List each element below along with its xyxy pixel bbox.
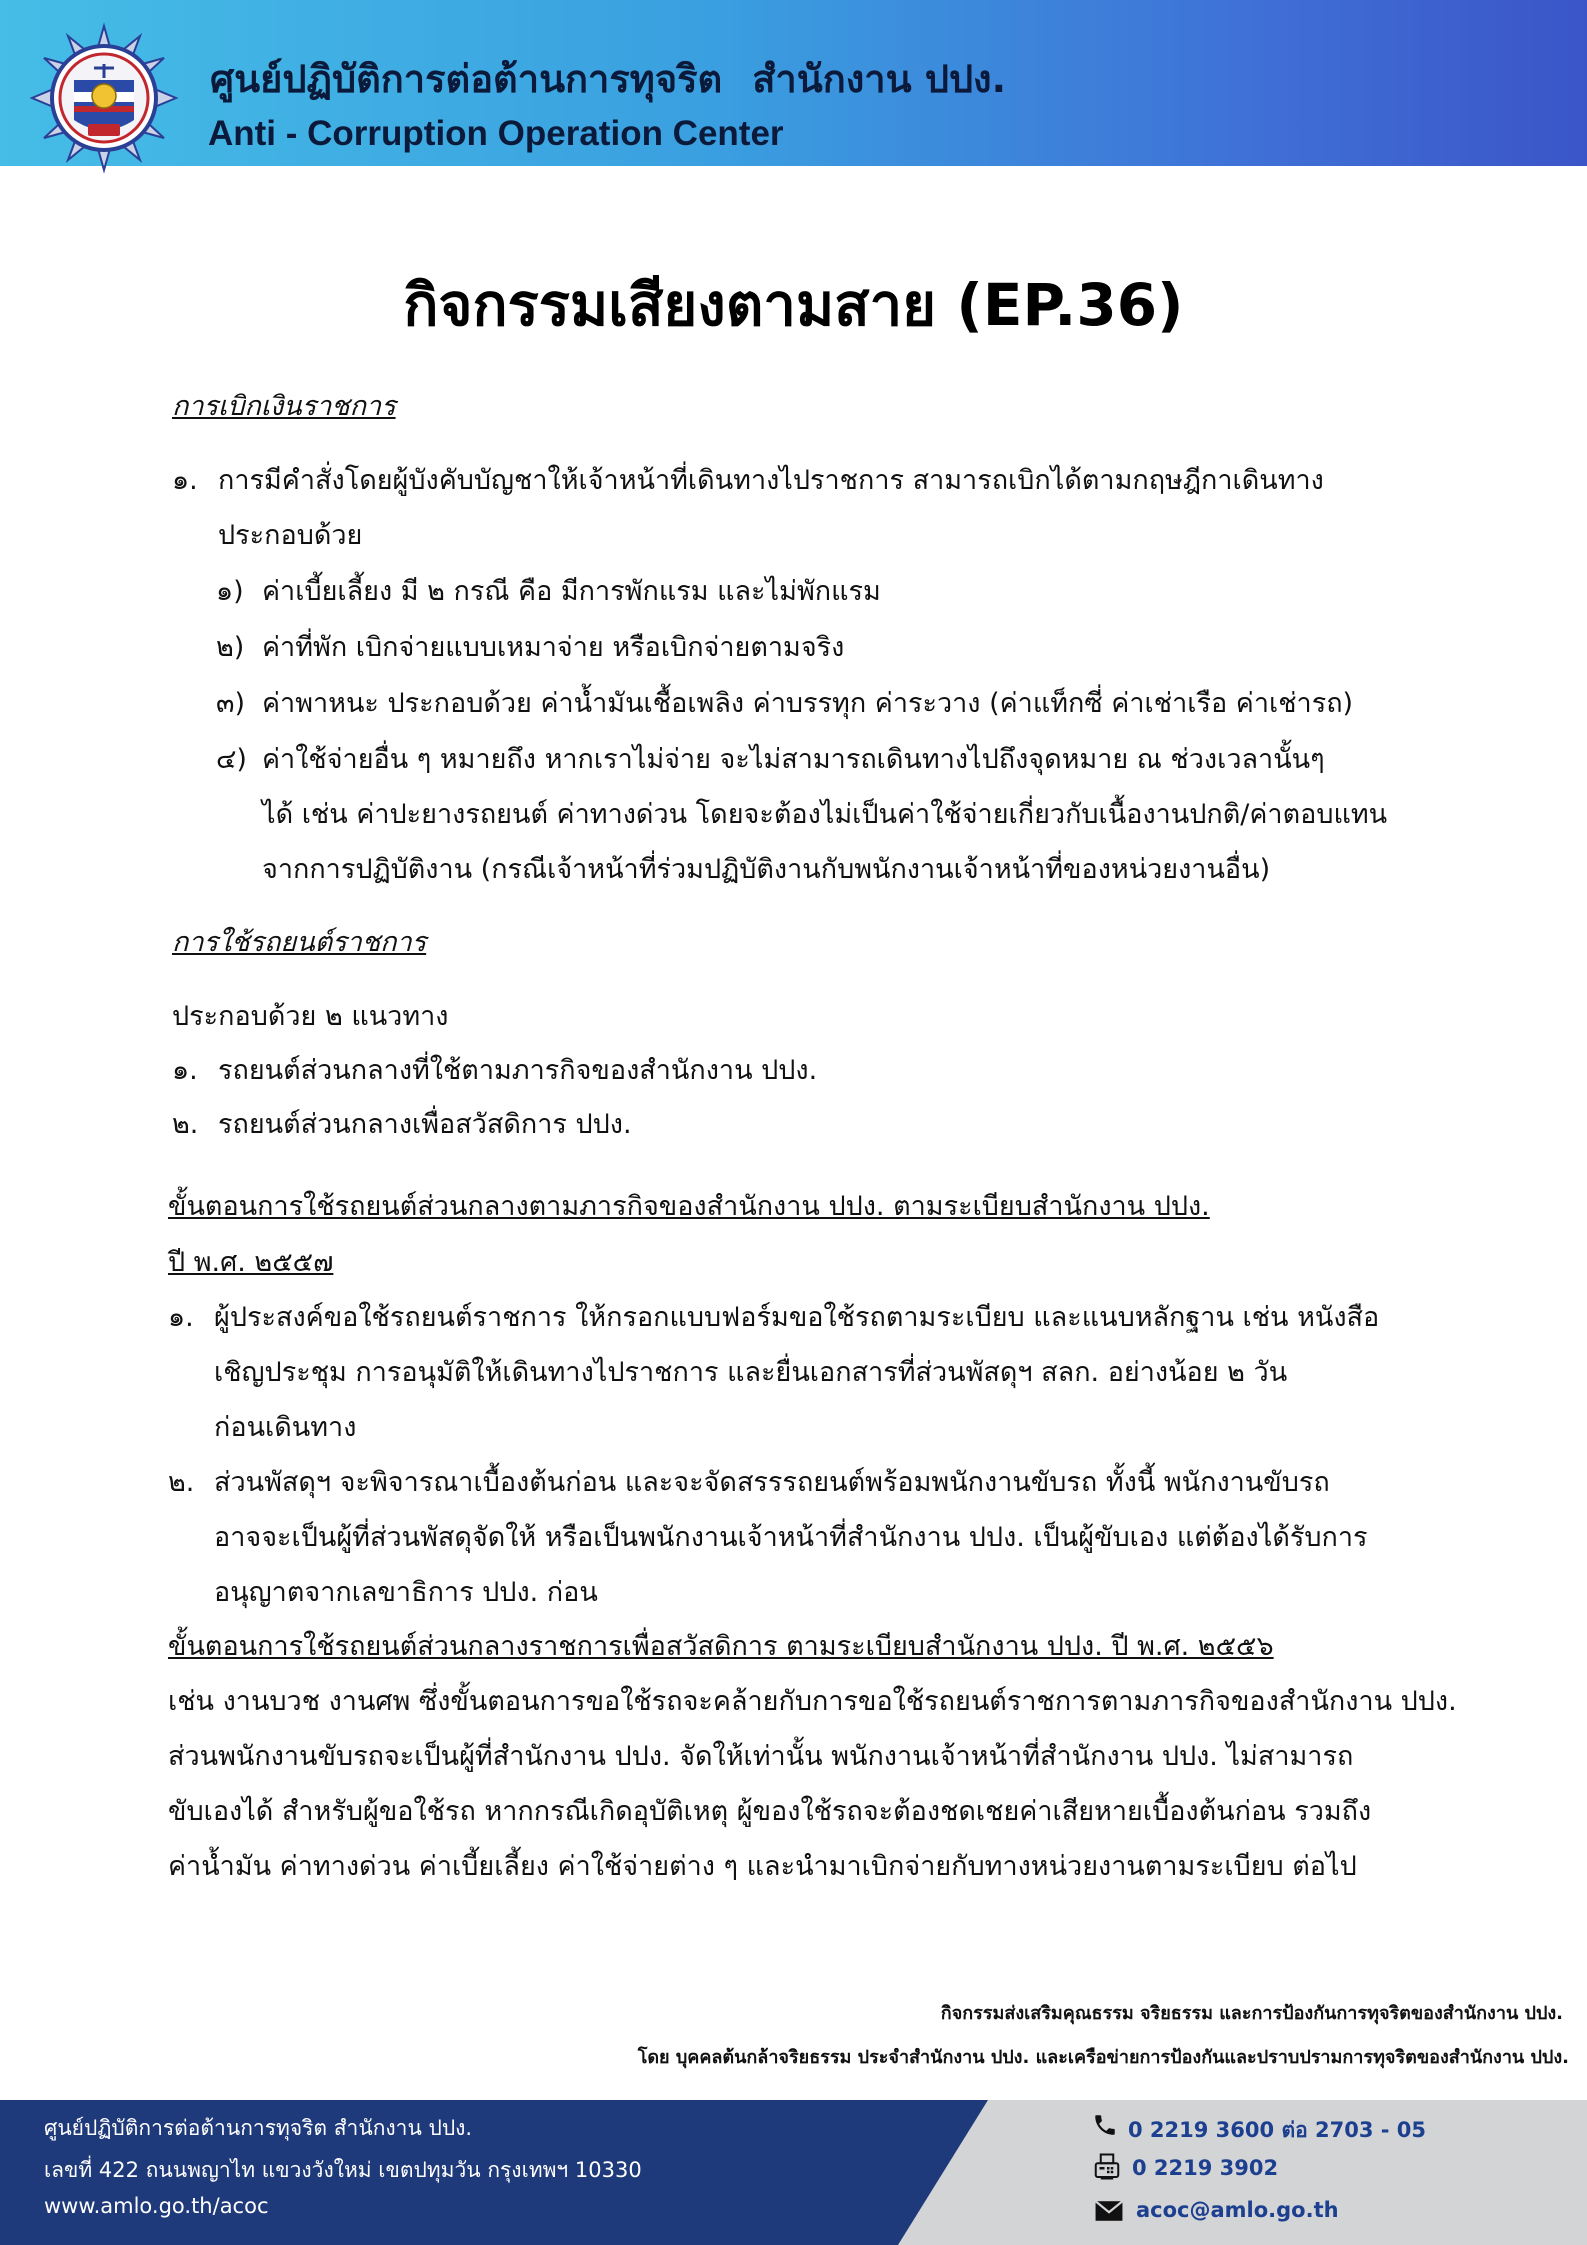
footer-org-name: ศูนย์ปฏิบัติการต่อต้านการทุจริต สำนักงาน ปปง. xyxy=(44,2116,473,2140)
footer-email[interactable]: acoc@amlo.go.th xyxy=(1136,2198,1339,2222)
list-number: ๒. xyxy=(168,1467,195,1498)
section-heading-year: ปี พ.ศ. ๒๕๕๗ xyxy=(168,1247,334,1278)
page-header xyxy=(0,0,1587,166)
paragraph-line: ส่วนพนักงานขับรถจะเป็นผู้ที่สำนักงาน ปปง. จัดให้เท่านั้น พนักงานเจ้าหน้าที่สำนักงาน ปปง. ไม่สามารถ xyxy=(168,1741,1354,1772)
list-number: ๑. xyxy=(172,1055,198,1086)
closing-note-line1: กิจกรรมส่งเสริมคุณธรรม จริยธรรม และการป้องกันการทุจริตของสำนักงาน ปปง. xyxy=(940,2003,1563,2024)
sublist-item-text: ค่าที่พัก เบิกจ่ายแบบเหมาจ่าย หรือเบิกจ่ายตามจริง xyxy=(262,632,845,663)
list-item-text: อาจจะเป็นผู้ที่ส่วนพัสดุจัดให้ หรือเป็นพนักงานเจ้าหน้าที่สำนักงาน ปปง. เป็นผู้ขับเอง แต่ต้องได้รับการ xyxy=(214,1522,1368,1553)
paragraph-line: ค่าน้ำมัน ค่าทางด่วน ค่าเบี้ยเลี้ยง ค่าใช้จ่ายต่าง ๆ และนำมาเบิกจ่ายกับทางหน่วยงานตามระเบียบ ต่อไป xyxy=(168,1851,1357,1882)
list-number: ๑. xyxy=(168,1302,194,1333)
email-icon xyxy=(1094,2200,1124,2222)
list-item-text: อนุญาตจากเลขาธิการ ปปง. ก่อน xyxy=(214,1577,598,1608)
section-heading-mission-vehicles: ขั้นตอนการใช้รถยนต์ส่วนกลางตามภารกิจของสำนักงาน ปปง. ตามระเบียบสำนักงาน ปปง. xyxy=(168,1191,1210,1222)
list-item-text: รถยนต์ส่วนกลางที่ใช้ตามภารกิจของสำนักงาน ปปง. xyxy=(218,1055,818,1086)
footer-fax[interactable]: 0 2219 3902 xyxy=(1132,2156,1279,2180)
header-title-english: Anti - Corruption Operation Center xyxy=(208,114,784,153)
list-item-text: ผู้ประสงค์ขอใช้รถยนต์ราชการ ให้กรอกแบบฟอร์มขอใช้รถตามระเบียบ และแนบหลักฐาน เช่น หนังสือ xyxy=(214,1302,1380,1333)
page-footer xyxy=(0,2100,1587,2245)
sublist-item-text: ค่าใช้จ่ายอื่น ๆ หมายถึง หากเราไม่จ่าย จะไม่สามารถเดินทางไปถึงจุดหมาย ณ ช่วงเวลานั้นๆ xyxy=(262,744,1325,775)
fax-icon xyxy=(1092,2152,1122,2182)
list-item-text: ประกอบด้วย xyxy=(218,520,363,551)
section-heading-vehicles: การใช้รถยนต์ราชการ xyxy=(172,927,427,958)
sublist-item-text: ค่าพาหนะ ประกอบด้วย ค่าน้ำมันเชื้อเพลิง ค่าบรรทุก ค่าระวาง (ค่าแท็กซี่ ค่าเช่าเรือ ค่าเช่ารถ) xyxy=(262,688,1354,719)
paragraph-line: ขับเองได้ สำหรับผู้ขอใช้รถ หากกรณีเกิดอุบัติเหตุ ผู้ของใช้รถจะต้องชดเชยค่าเสียหายเบื้องต้นก่อน รวมถึง xyxy=(168,1796,1372,1827)
sublist-item-text: ได้ เช่น ค่าปะยางรถยนต์ ค่าทางด่วน โดยจะต้องไม่เป็นค่าใช้จ่ายเกี่ยวกับเนื้องานปกติ/ค่าตอบแทน xyxy=(262,799,1388,830)
footer-address: เลขที่ 422 ถนนพญาไท แขวงวังใหม่ เขตปทุมวัน กรุงเทพฯ 10330 xyxy=(44,2158,642,2182)
list-item-text: ส่วนพัสดุฯ จะพิจารณาเบื้องต้นก่อน และจะจัดสรรรถยนต์พร้อมพนักงานขับรถ ทั้งนี้ พนักงานขับรถ xyxy=(214,1467,1330,1498)
paragraph-line: เช่น งานบวช งานศพ ซึ่งขั้นตอนการขอใช้รถจะคล้ายกับการขอใช้รถยนต์ราชการตามภารกิจของสำนักงาน ปปง. xyxy=(168,1686,1457,1717)
footer-phone[interactable]: 0 2219 3600 ต่อ 2703 - 05 xyxy=(1128,2118,1427,2142)
sublist-item-text: จากการปฏิบัติงาน (กรณีเจ้าหน้าที่ร่วมปฏิบัติงานกับพนักงานเจ้าหน้าที่ของหน่วยงานอื่น) xyxy=(262,854,1271,885)
phone-icon xyxy=(1092,2112,1118,2138)
office-name: สำนักงาน ปปง. xyxy=(752,57,1007,101)
sublist-number: ๓) xyxy=(216,688,245,719)
list-number: ๒. xyxy=(172,1109,199,1140)
list-number: ๑. xyxy=(172,465,198,496)
closing-note-line2: โดย บุคคลต้นกล้าจริยธรรม ประจำสำนักงาน ปปง. และเครือข่ายการป้องกันและปราบปรามการทุจริตของสำนักงาน ปปง. xyxy=(637,2047,1569,2068)
amlo-emblem-icon xyxy=(24,16,184,176)
footer-website[interactable]: www.amlo.go.th/acoc xyxy=(44,2194,269,2218)
sublist-number: ๑) xyxy=(216,576,244,607)
center-name: ศูนย์ปฏิบัติการต่อต้านการทุจริต xyxy=(210,57,723,101)
sublist-item-text: ค่าเบี้ยเลี้ยง มี ๒ กรณี คือ มีการพักแรม และไม่พักแรม xyxy=(262,576,881,607)
list-item-text: รถยนต์ส่วนกลางเพื่อสวัสดิการ ปปง. xyxy=(218,1109,632,1140)
sublist-number: ๔) xyxy=(216,744,247,775)
list-item-text: เชิญประชุม การอนุมัติให้เดินทางไปราชการ และยื่นเอกสารที่ส่วนพัสดุฯ สลก. อย่างน้อย ๒ วัน xyxy=(214,1357,1288,1388)
list-item-text: การมีคำสั่งโดยผู้บังคับบัญชาให้เจ้าหน้าที่เดินทางไปราชการ สามารถเบิกได้ตามกฤษฎีกาเดินทาง xyxy=(218,465,1324,496)
section-intro: ประกอบด้วย ๒ แนวทาง xyxy=(172,1001,449,1032)
section-heading-disbursement: การเบิกเงินราชการ xyxy=(172,391,396,422)
sublist-number: ๒) xyxy=(216,632,245,663)
header-title-thai xyxy=(210,48,1006,109)
list-item-text: ก่อนเดินทาง xyxy=(214,1412,357,1443)
page-title: กิจกรรมเสียงตามสาย (EP.36) xyxy=(403,271,1184,339)
section-heading-welfare-vehicles: ขั้นตอนการใช้รถยนต์ส่วนกลางราชการเพื่อสวัสดิการ ตามระเบียบสำนักงาน ปปง. ปี พ.ศ. ๒๕๕๖ xyxy=(168,1631,1274,1662)
